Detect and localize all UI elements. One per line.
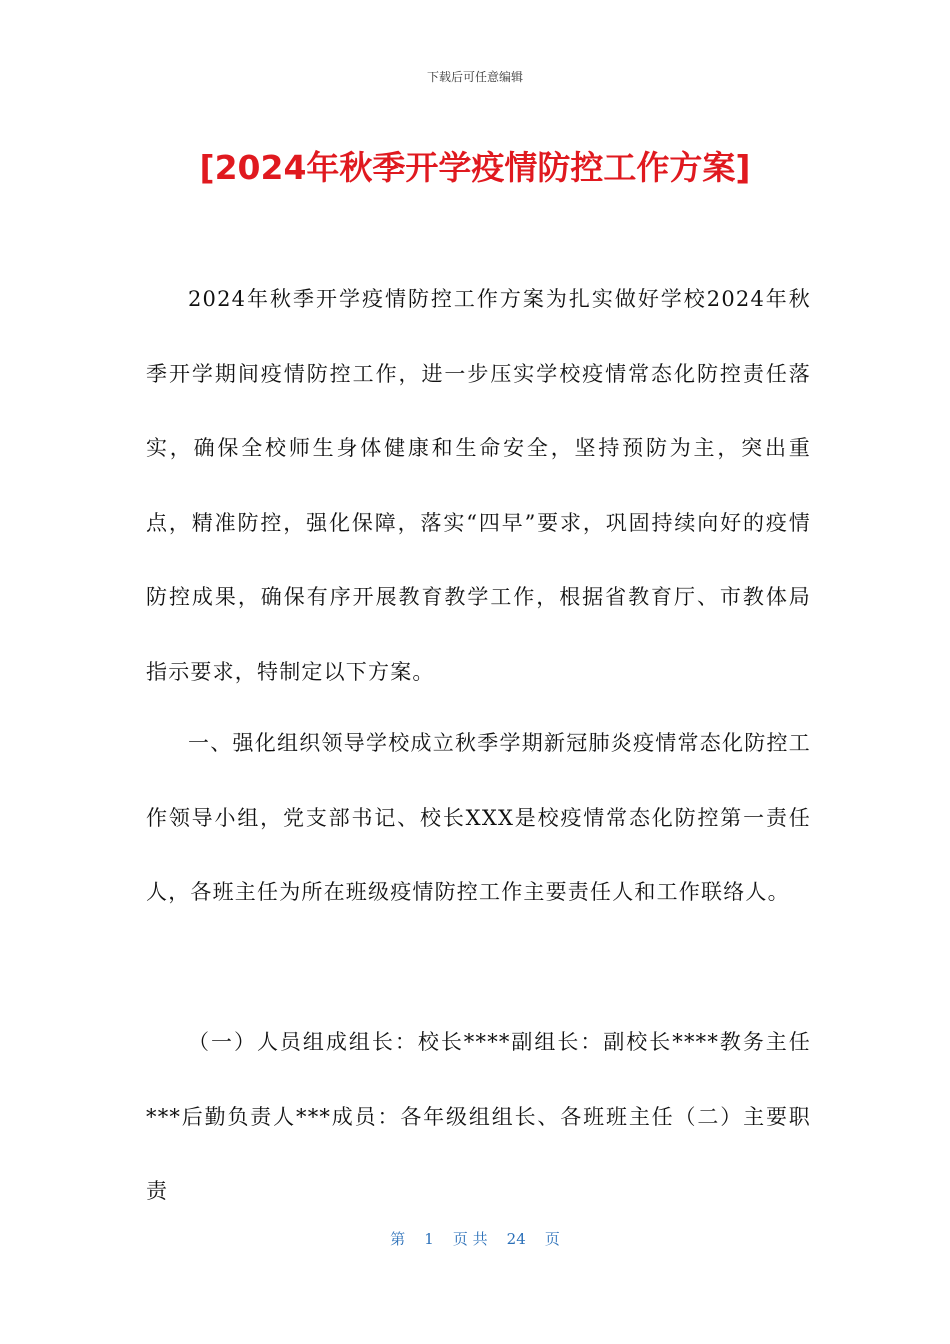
document-body-section-1 — [146, 262, 811, 709]
header-note: 下载后可任意编辑 — [426, 70, 523, 84]
page-number-footer: 第 1 页 共 24 页 — [390, 1230, 560, 1248]
document-body-section-3 — [146, 1005, 811, 1229]
paragraph-members: （一）人员组成组长：校长****副组长：副校长****教务主任***后勤负责人***成员：各年级组组长、各班班主任（二）主要职责 — [146, 1030, 811, 1203]
document-body-section-2 — [146, 706, 811, 930]
document-title: [2024年秋季开学疫情防控工作方案] — [199, 148, 751, 187]
paragraph-intro: 2024年秋季开学疫情防控工作方案为扎实做好学校2024年秋季开学期间疫情防控工作，进一步压实学校疫情常态化防控责任落实，确保全校师生身体健康和生命安全，坚持预防为主，突出重点，精准防控，强化保障，落实“四早”要求，巩固持续向好的疫情防控成果，确保有序开展教育教学工作，根据省教育厅、市教体局指示要求，特制定以下方案。 — [146, 287, 811, 684]
paragraph-organization: 一、强化组织领导学校成立秋季学期新冠肺炎疫情常态化防控工作领导小组，党支部书记、校长XXX是校疫情常态化防控第一责任人，各班主任为所在班级疫情防控工作主要责任人和工作联络人。 — [146, 731, 811, 904]
